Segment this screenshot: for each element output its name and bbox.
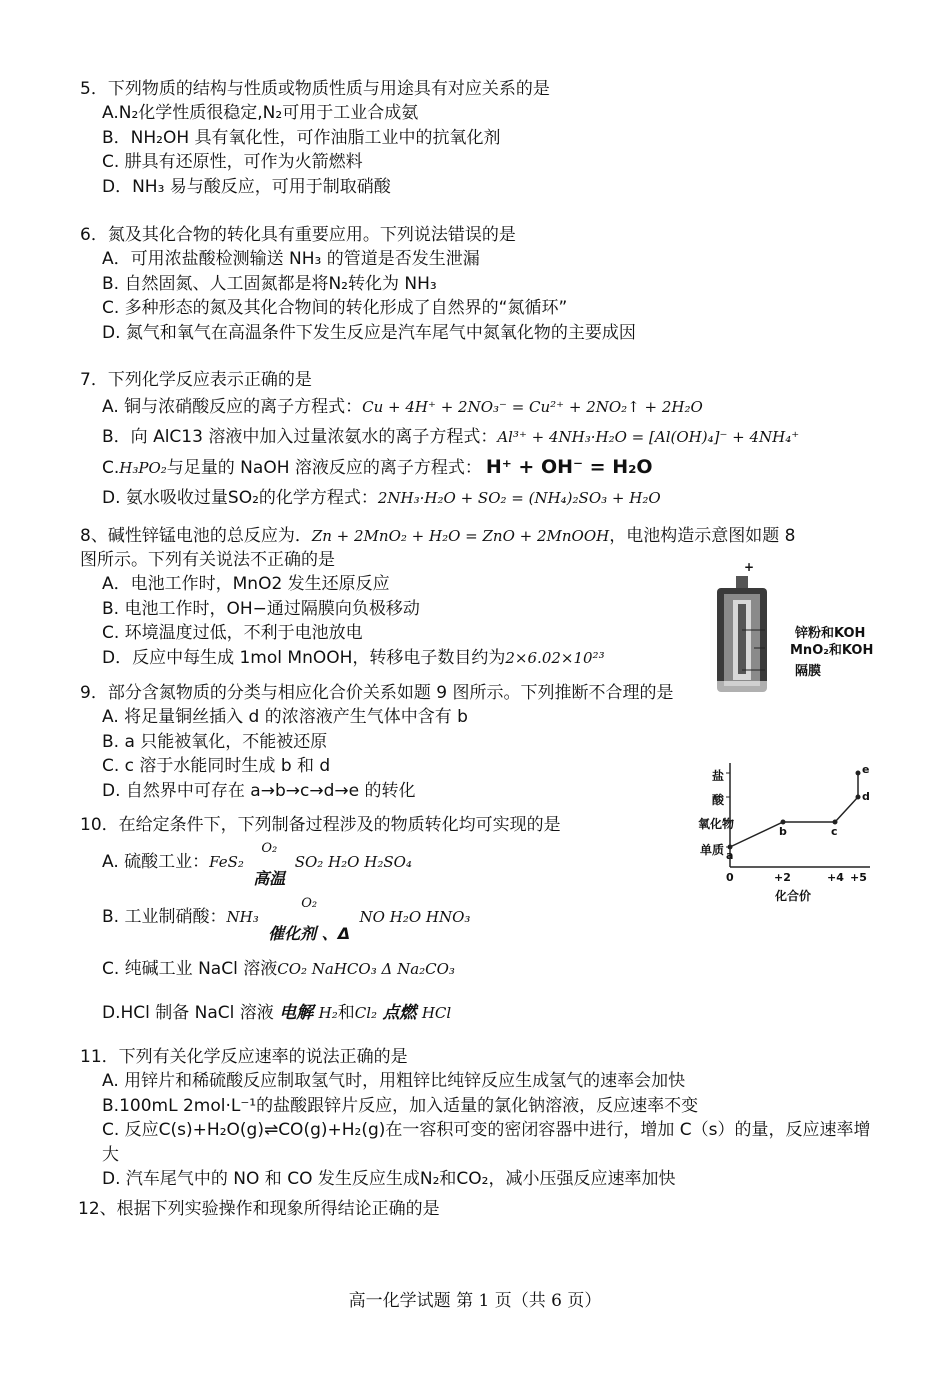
option-a: A.N₂化学性质很稳定,N₂可用于工业合成氨 <box>102 103 419 123</box>
option-text: B．向 AlC13 溶液中加入过量浓氨水的离子方程式： <box>102 427 498 447</box>
question-stem <box>80 524 880 548</box>
question-12 <box>78 1197 878 1221</box>
condition-electrolysis: 电解 <box>279 1003 314 1023</box>
arrow-bottom: 高温 <box>253 869 286 888</box>
formula: H₃PO₂ <box>119 459 167 477</box>
question-stem: 12、根据下列实验操作和现象所得结论正确的是 <box>78 1199 440 1219</box>
question-11 <box>80 1045 880 1192</box>
option-a: A．可用浓盐酸检测输送 NH₃ 的管道是否发生泄漏 <box>102 249 480 269</box>
x-tick-4: +4 <box>827 871 844 884</box>
question-stem: 6．氮及其化合物的转化具有重要应用。下列说法错误的是 <box>80 225 516 245</box>
option-text: D．反应中每生成 1mol MnOOH，转移电子数目约为 <box>102 647 506 668</box>
option-a <box>80 392 880 422</box>
question-stem: 5．下列物质的结构与性质或物质性质与用途具有对应关系的是 <box>80 79 550 99</box>
reaction-arrow <box>264 896 354 943</box>
question-stem-line2: 图所示。下列有关说法不正确的是 <box>80 550 335 570</box>
x-axis-title: 化合价 <box>775 889 812 903</box>
option-a: A. 将足量铜丝插入 d 的浓溶液产生气体中含有 b <box>102 707 468 727</box>
equation: Al³⁺ + 4NH₃·H₂O = [Al(OH)₄]⁻ + 4NH₄⁺ <box>497 428 800 446</box>
option-d: D. 汽车尾气中的 NO 和 CO 发生反应生成N₂和CO₂，减小压强反应速率加快 <box>102 1169 676 1189</box>
option-b: B. a 只能被氧化，不能被还原 <box>102 731 328 752</box>
option-b: B. 电池工作时，OH−通过隔膜向负极移动 <box>102 598 420 619</box>
option-c <box>80 452 880 483</box>
option-label: A. 硫酸工业： <box>102 852 210 872</box>
equation: Cu + 4H⁺ + 2NO₃⁻ = Cu²⁺ + 2NO₂↑ + 2H₂O <box>362 398 703 416</box>
question-10 <box>80 813 880 1035</box>
option-a <box>80 837 880 887</box>
option-a: A. 用锌片和稀硫酸反应制取氢气时，用粗锌比纯锌反应生成氢气的速率会加快 <box>102 1071 686 1091</box>
option-label: D.HCl 制备 NaCl 溶液 <box>102 1003 274 1023</box>
point-label-a: a <box>726 849 734 862</box>
question-5 <box>80 77 880 199</box>
option-text: 与足量的 NaOH 溶液反应的离子方程式： <box>166 458 482 478</box>
option-c: C. 肼具有还原性，可作为火箭燃料 <box>102 152 363 172</box>
y-label-oxide: 氧化物 <box>698 817 735 831</box>
formula: NO H₂O HNO₃ <box>359 908 471 926</box>
option-d: D．NH₃ 易与酸反应，可用于制取硝酸 <box>102 176 391 197</box>
point-label-c: c <box>831 825 838 838</box>
label-mno2-koh: MnO₂和KOH <box>790 643 874 658</box>
equation: 2×6.02×10²³ <box>505 648 605 667</box>
label-separator: 隔膜 <box>795 664 822 679</box>
formula: SO₂ H₂O H₂SO₄ <box>294 853 412 871</box>
option-c: C. 环境温度过低，不利于电池放电 <box>102 623 363 643</box>
question-stem: 7．下列化学反应表示正确的是 <box>80 370 312 390</box>
option-c <box>80 947 880 991</box>
reaction-arrow <box>249 841 289 888</box>
x-tick-5: +5 <box>850 871 867 884</box>
point-label-b: b <box>779 825 787 838</box>
option-b: B.100mL 2mol·L⁻¹的盐酸跟锌片反应，加入适量的氯化钠溶液，反应速率不变 <box>102 1095 699 1116</box>
point-label-e: e <box>862 763 870 776</box>
plus-label: + <box>744 560 755 574</box>
point-label-d: d <box>862 790 870 803</box>
formula: CO₂ NaHCO₃ Δ Na₂CO₃ <box>277 960 455 978</box>
x-tick-0: 0 <box>726 871 734 884</box>
option-b <box>80 887 880 947</box>
formula: HCl <box>421 1004 452 1022</box>
option-c: C. 反应C(s)+H₂O(g)⇌CO(g)+H₂(g)在一容积可变的密闭容器中进行，增加 C（s）的量，反应速率增大 <box>102 1120 871 1165</box>
option-b: B．NH₂OH 具有氧化性，可作油脂工业中的抗氧化剂 <box>102 127 501 148</box>
option-c: C. 多种形态的氮及其化合物间的转化形成了自然界的“氮循环” <box>102 298 568 318</box>
arrow-top: O₂ <box>301 896 318 911</box>
option-label: B. 工业制硝酸： <box>102 907 227 927</box>
page-footer: 高一化学试题 第 1 页（共 6 页） <box>348 1291 602 1311</box>
equation: Zn + 2MnO₂ + H₂O = ZnO + 2MnOOH <box>311 527 610 545</box>
option-d: D. 氮气和氧气在高温条件下发生反应是汽车尾气中氮氧化物的主要成因 <box>102 322 636 343</box>
equation: H⁺ + OH⁻ = H₂O <box>485 456 653 478</box>
option-text: A. 铜与浓硝酸反应的离子方程式： <box>102 397 363 417</box>
option-d <box>80 991 880 1035</box>
condition-ignite: 点燃 <box>382 1003 417 1023</box>
question-stem: 10．在给定条件下，下列制备过程涉及的物质转化均可实现的是 <box>80 815 561 835</box>
option-b <box>80 422 880 452</box>
question-stem: 11．下列有关化学反应速率的说法正确的是 <box>80 1047 408 1067</box>
y-label-acid: 酸 <box>712 793 725 807</box>
battery-figure <box>700 560 880 700</box>
option-d: D. 自然界中可存在 a→b→c→d→e 的转化 <box>102 780 416 801</box>
stem-text: ，电池构造示意图如题 8 <box>609 526 796 546</box>
option-text: C. <box>102 458 120 478</box>
option-label: C. 纯碱工业 NaCl 溶液 <box>102 959 278 979</box>
option-text: D. 氨水吸收过量SO₂的化学方程式： <box>102 488 378 508</box>
option-b: B. 自然固氮、人工固氮都是将N₂转化为 NH₃ <box>102 273 437 294</box>
point-e <box>856 771 861 776</box>
formula: FeS₂ <box>209 853 244 871</box>
question-7 <box>80 368 880 513</box>
question-stem: 9．部分含氮物质的分类与相应化合价关系如题 9 图所示。下列推断不合理的是 <box>80 681 880 705</box>
formula: NH₃ <box>226 908 259 926</box>
x-tick-2: +2 <box>774 871 791 884</box>
arrow-top: O₂ <box>261 841 278 856</box>
option-a: A．电池工作时，MnO2 发生还原反应 <box>102 574 390 594</box>
point-d <box>856 795 861 800</box>
y-label-salt: 盐 <box>712 769 725 783</box>
option-d <box>80 483 880 513</box>
arrow-bottom: 催化剂 、Δ <box>268 924 351 943</box>
stem-text: 8、碱性锌锰电池的总反应为． <box>80 526 312 546</box>
formula: Cl₂ <box>354 1004 378 1022</box>
question-6 <box>80 223 880 345</box>
label-zinc-koh: 锌粉和KOH <box>795 626 866 641</box>
equation: 2NH₃·H₂O + SO₂ = (NH₄)₂SO₃ + H₂O <box>377 489 661 507</box>
y-label-element: 单质 <box>700 843 725 857</box>
formula: H₂ <box>318 1004 338 1022</box>
conjunction: 和 <box>337 1003 355 1023</box>
option-c: C. c 溶于水能同时生成 b 和 d <box>102 756 331 776</box>
